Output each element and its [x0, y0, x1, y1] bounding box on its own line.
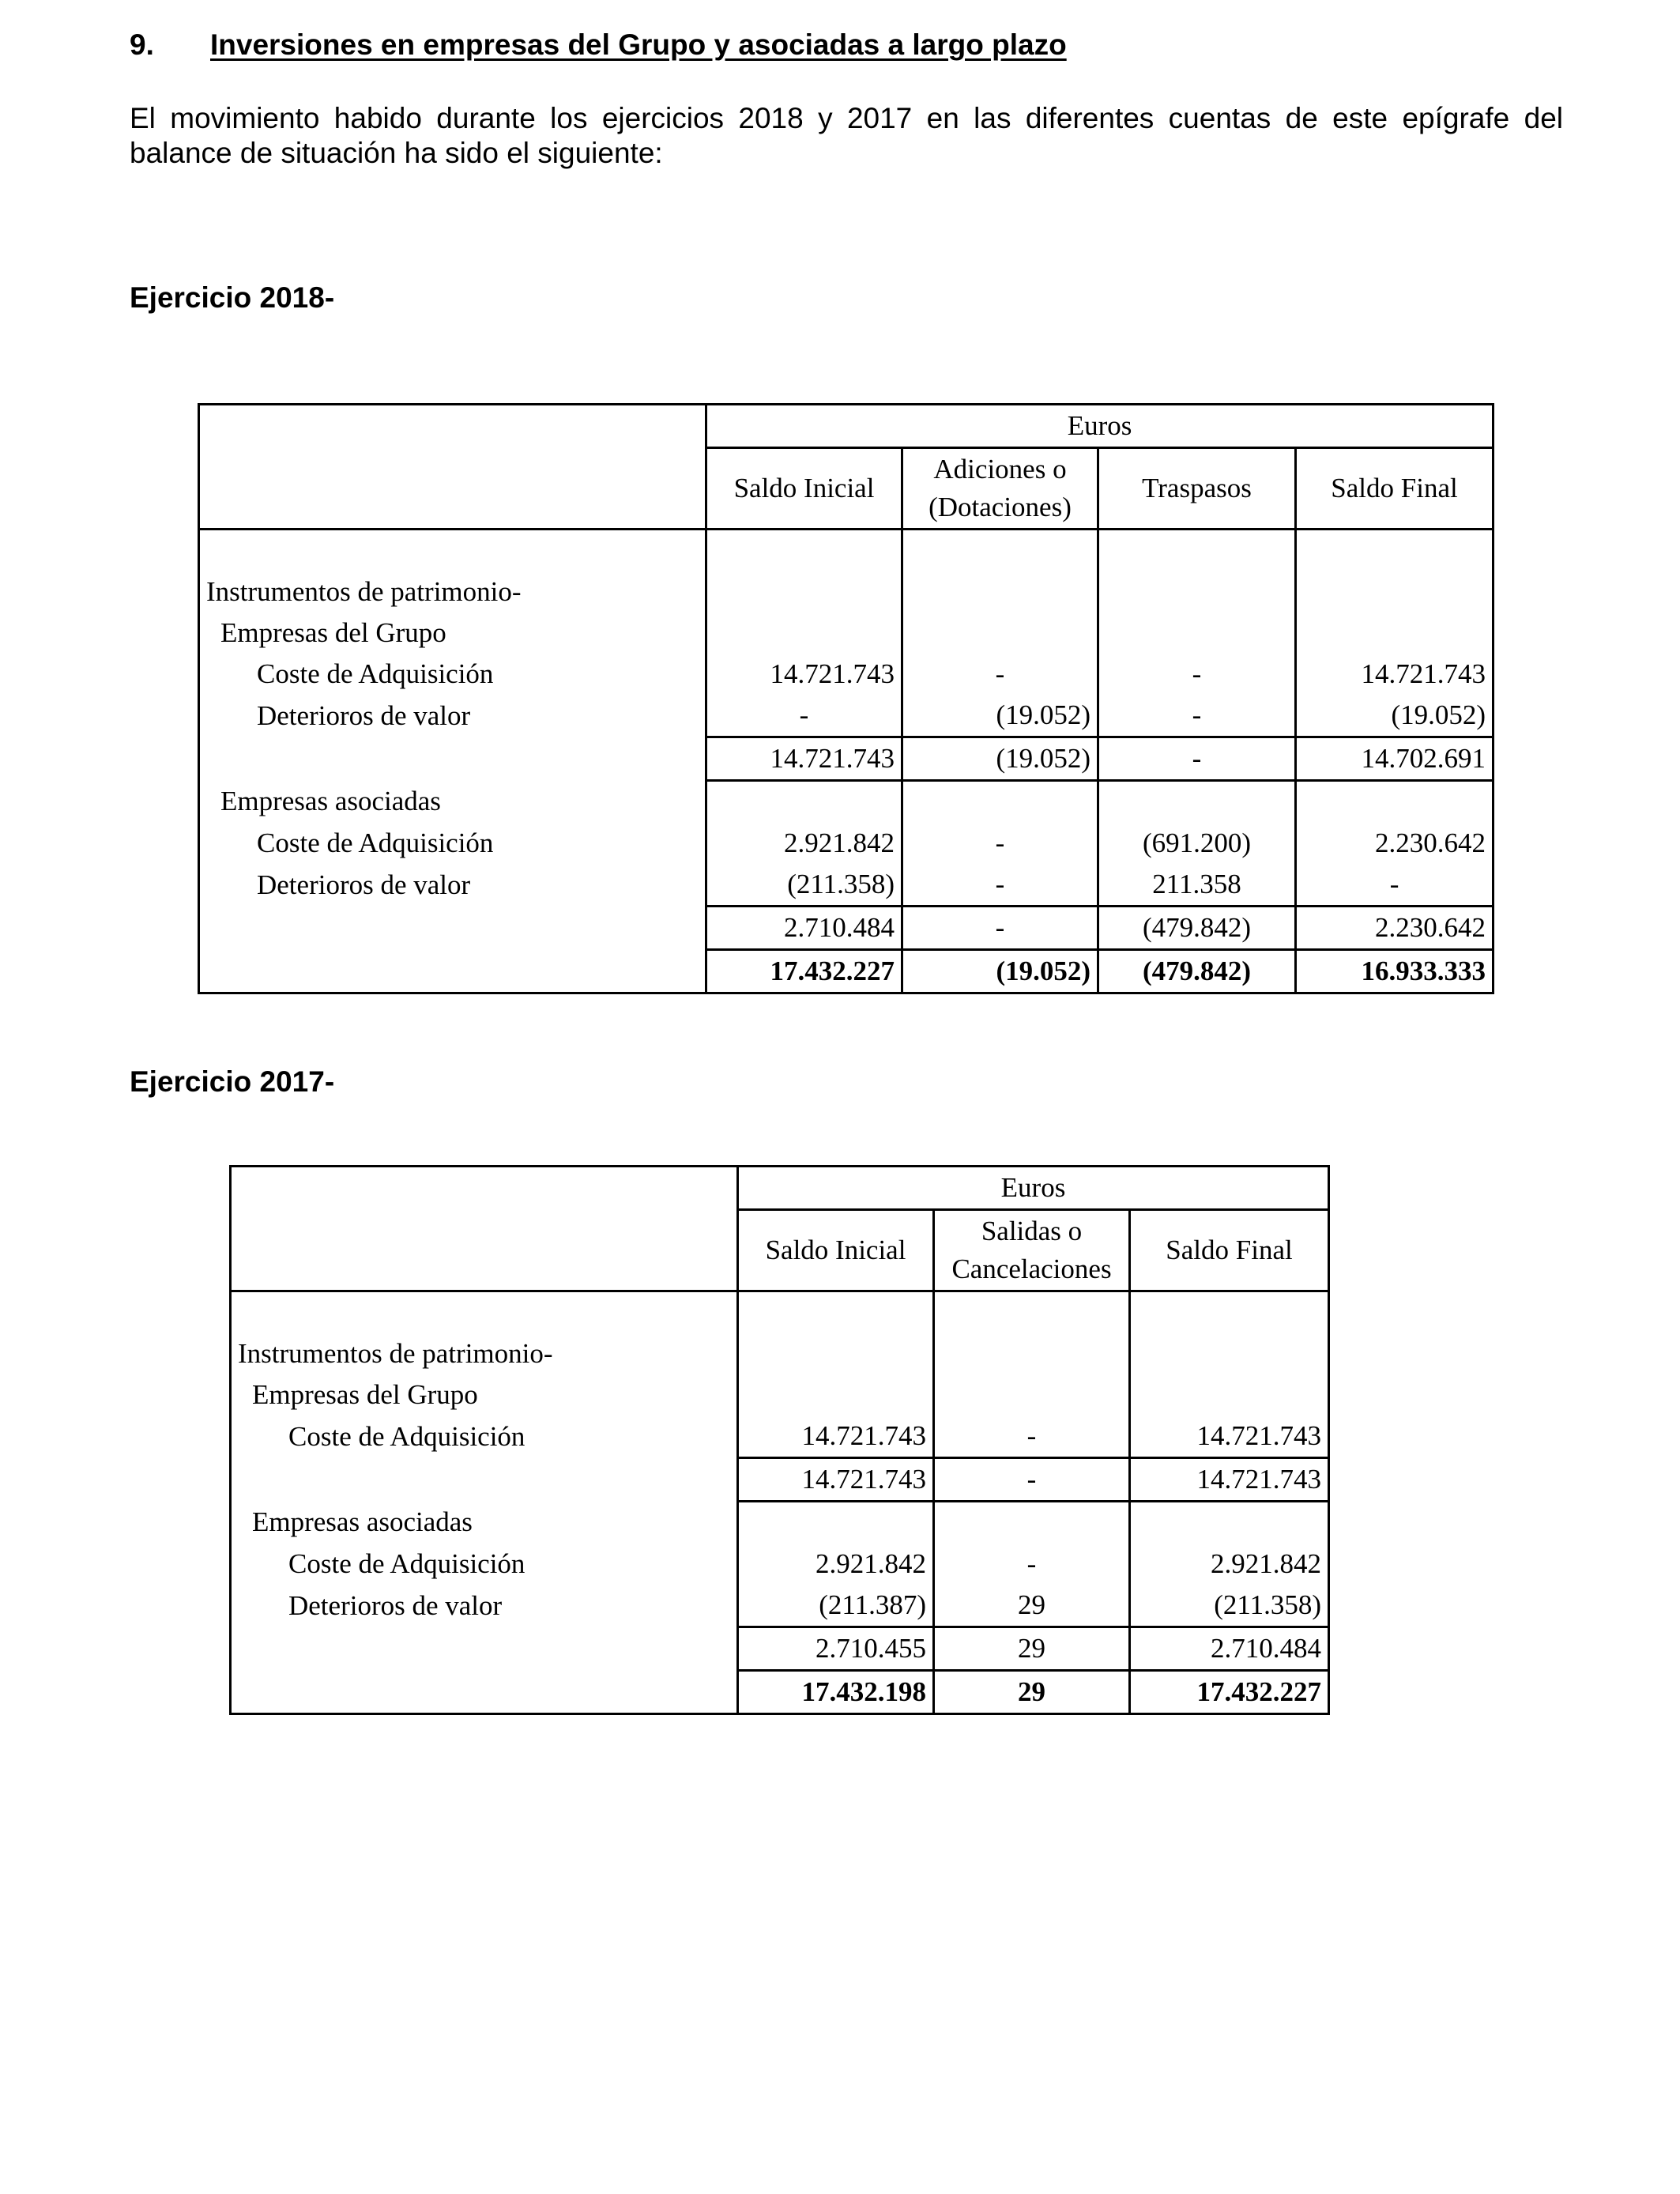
- currency-header: Euros: [738, 1167, 1329, 1210]
- row-label: Coste de Adquisición: [257, 827, 494, 858]
- cell-value: 14.721.743: [706, 737, 902, 781]
- cell-value: -: [1098, 737, 1296, 781]
- cell-value: 2.230.642: [1296, 823, 1494, 864]
- section-title: Inversiones en empresas del Grupo y asociadas a largo plazo: [210, 28, 1067, 61]
- row-label: Deterioros de valor: [288, 1589, 503, 1621]
- table-2018: [198, 403, 1494, 994]
- cell-value: -: [934, 1416, 1130, 1458]
- section-heading: [130, 28, 1067, 62]
- col-salidas: [934, 1210, 1130, 1291]
- table-row: [231, 1585, 1329, 1627]
- cell-value: 14.721.743: [738, 1416, 934, 1458]
- cell-value: 2.230.642: [1296, 907, 1494, 950]
- table-row: [199, 823, 1494, 864]
- asociadas-label: Empresas asociadas: [252, 1506, 473, 1538]
- cell-value: 2.921.842: [738, 1544, 934, 1585]
- table-row: [231, 1416, 1329, 1458]
- cell-value: 17.432.227: [1130, 1671, 1329, 1714]
- cell-value: 2.710.484: [706, 907, 902, 950]
- table-row: [199, 864, 1494, 907]
- total-row: [231, 1671, 1329, 1714]
- col-salidas-line1: Salidas o: [981, 1216, 1083, 1246]
- cell-value: 14.721.743: [706, 654, 902, 695]
- col-saldo-inicial: Saldo Inicial: [706, 448, 902, 530]
- asociadas-label: Empresas asociadas: [220, 786, 441, 817]
- header-row-currency: [199, 405, 1494, 448]
- table-row: [231, 1544, 1329, 1585]
- row-label: Deterioros de valor: [257, 699, 471, 731]
- cell-value: 29: [934, 1627, 1130, 1671]
- cell-value: 211.358: [1098, 864, 1296, 907]
- spacer-row: [231, 1291, 1329, 1334]
- col-salidas-line2: Cancelaciones: [951, 1253, 1112, 1284]
- cell-value: 16.933.333: [1296, 950, 1494, 993]
- cell-value: 2.710.484: [1130, 1627, 1329, 1671]
- total-row: [199, 950, 1494, 993]
- col-adiciones-line2: (Dotaciones): [929, 492, 1072, 522]
- cell-value: (19.052): [902, 695, 1098, 737]
- cell-value: -: [1098, 654, 1296, 695]
- section-label: Instrumentos de patrimonio-: [206, 576, 522, 607]
- cell-value: (691.200): [1098, 823, 1296, 864]
- year-2017-title: Ejercicio 2017-: [130, 1065, 335, 1098]
- cell-value: -: [934, 1544, 1130, 1585]
- col-saldo-final: Saldo Final: [1130, 1210, 1329, 1291]
- cell-value: -: [1296, 864, 1494, 907]
- subtotal-row: [231, 1627, 1329, 1671]
- subtotal-row: [231, 1458, 1329, 1502]
- currency-header: Euros: [706, 405, 1494, 448]
- table-row: [231, 1374, 1329, 1416]
- cell-value: -: [1098, 695, 1296, 737]
- cell-value: (19.052): [1296, 695, 1494, 737]
- section-number: 9.: [130, 28, 154, 61]
- cell-value: 14.721.743: [1130, 1458, 1329, 1502]
- table-row: [199, 613, 1494, 654]
- cell-value: (211.358): [1130, 1585, 1329, 1627]
- cell-value: (211.387): [738, 1585, 934, 1627]
- subtotal-row: [199, 737, 1494, 781]
- table-row: [199, 654, 1494, 695]
- row-label: Coste de Adquisición: [288, 1548, 525, 1579]
- col-traspasos: Traspasos: [1098, 448, 1296, 530]
- cell-value: (479.842): [1098, 950, 1296, 993]
- table-row: [231, 1502, 1329, 1544]
- cell-value: 14.721.743: [738, 1458, 934, 1502]
- cell-value: 17.432.198: [738, 1671, 934, 1714]
- cell-value: -: [706, 695, 902, 737]
- cell-value: 14.721.743: [1296, 654, 1494, 695]
- cell-value: (479.842): [1098, 907, 1296, 950]
- cell-value: 29: [934, 1671, 1130, 1714]
- table-row: [231, 1333, 1329, 1374]
- cell-value: -: [934, 1458, 1130, 1502]
- cell-value: 17.432.227: [706, 950, 902, 993]
- cell-value: -: [902, 907, 1098, 950]
- row-label: Deterioros de valor: [257, 869, 471, 900]
- header-blank: [231, 1167, 738, 1291]
- cell-value: 2.921.842: [706, 823, 902, 864]
- cell-value: 2.921.842: [1130, 1544, 1329, 1585]
- table-2017: [229, 1165, 1330, 1715]
- grupo-label: Empresas del Grupo: [220, 617, 446, 648]
- spacer-row: [199, 530, 1494, 572]
- subtotal-row: [199, 907, 1494, 950]
- cell-value: -: [902, 654, 1098, 695]
- row-label: Coste de Adquisición: [257, 658, 494, 689]
- grupo-label: Empresas del Grupo: [252, 1379, 478, 1410]
- header-blank: [199, 405, 706, 530]
- table-row: [199, 571, 1494, 613]
- col-saldo-inicial: Saldo Inicial: [738, 1210, 934, 1291]
- row-label: Coste de Adquisición: [288, 1420, 525, 1452]
- header-row-currency: [231, 1167, 1329, 1210]
- cell-value: (211.358): [706, 864, 902, 907]
- table-row: [199, 695, 1494, 737]
- col-adiciones-line1: Adiciones o: [933, 454, 1067, 484]
- cell-value: -: [902, 823, 1098, 864]
- cell-value: -: [902, 864, 1098, 907]
- table-row: [199, 781, 1494, 824]
- cell-value: 29: [934, 1585, 1130, 1627]
- cell-value: 14.721.743: [1130, 1416, 1329, 1458]
- section-label: Instrumentos de patrimonio-: [238, 1338, 553, 1369]
- cell-value: 14.702.691: [1296, 737, 1494, 781]
- cell-value: 2.710.455: [738, 1627, 934, 1671]
- col-saldo-final: Saldo Final: [1296, 448, 1494, 530]
- intro-paragraph: El movimiento habido durante los ejercicios 2018 y 2017 en las diferentes cuentas de este epígrafe del balance de situación ha sido el siguiente:: [130, 102, 1563, 169]
- cell-value: (19.052): [902, 950, 1098, 993]
- col-adiciones: [902, 448, 1098, 530]
- cell-value: (19.052): [902, 737, 1098, 781]
- year-2018-title: Ejercicio 2018-: [130, 281, 335, 314]
